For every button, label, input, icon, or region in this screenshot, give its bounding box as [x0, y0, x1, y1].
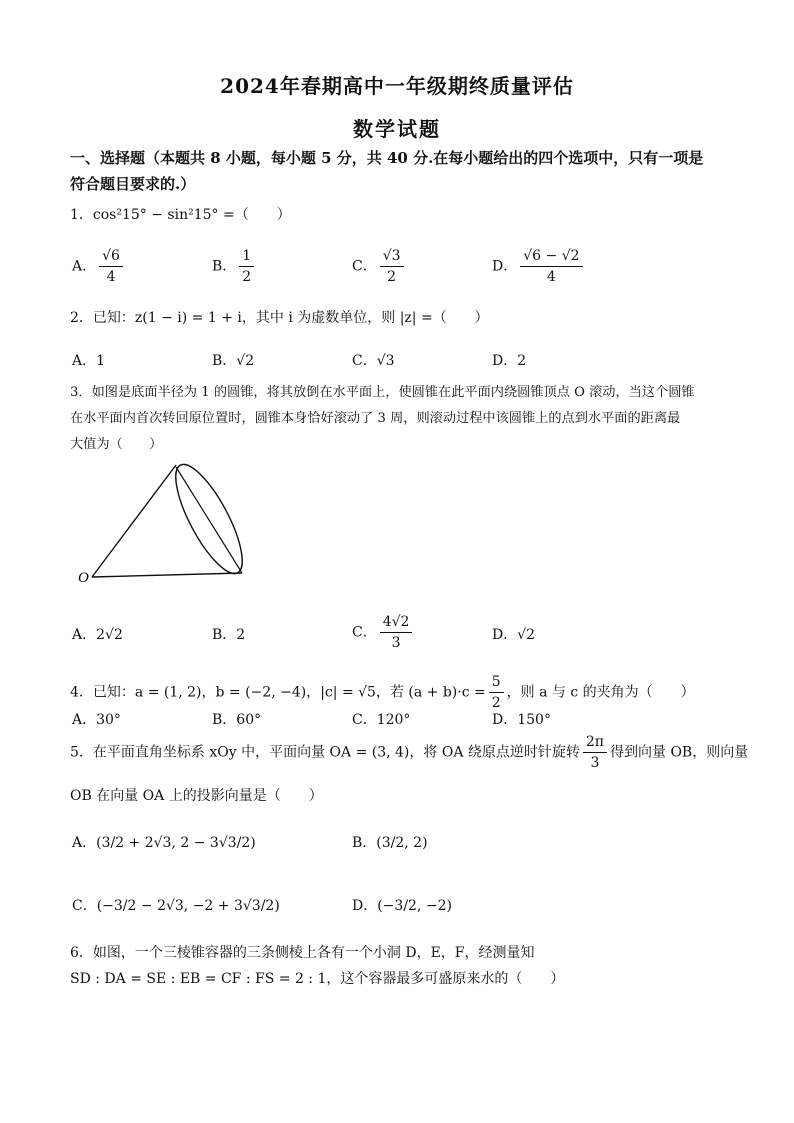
q1-option-c: [352, 246, 407, 287]
q1-b-den: 2: [242, 269, 252, 285]
question-1-stem: 1．cos²15° − sin²15° =（ ）: [70, 207, 291, 223]
section-heading-line2: 符合题目要求的.）: [70, 175, 196, 193]
q2-option-b: B．√2: [212, 353, 255, 369]
q3-line1: 3．如图是底面半径为 1 的圆锥，将其放倒在水平面上，使圆锥在此平面内绕圆锥顶点 O 滚动，当这个圆锥: [70, 385, 695, 400]
q1-option-b: [212, 246, 257, 287]
q4-option-a: A．30°: [72, 712, 121, 728]
vertex-o-label: O: [78, 570, 89, 585]
q1-option-a: [72, 246, 126, 287]
q1-a-num: √6: [99, 246, 123, 267]
q4-frac-den: 2: [491, 695, 501, 711]
q2-option-d: D．2: [492, 353, 527, 369]
q6-line1: 6．如图，一个三棱锥容器的三条侧棱上各有一个小洞 D，E，F，经测量知: [70, 945, 535, 961]
q1-b-num: 1: [239, 246, 254, 267]
q3-option-d: D．√2: [492, 627, 536, 643]
q5-frac-num: 2π: [583, 732, 607, 753]
exam-title: 2024年春期高中一年级期终质量评估: [220, 74, 574, 98]
q5-frac-den: 3: [590, 755, 600, 771]
q1-c-num: √3: [380, 246, 404, 267]
q2-option-c: C．√3: [352, 353, 395, 369]
q1-option-b-letter: B．: [212, 258, 237, 275]
q1-option-c-letter: C．: [352, 258, 377, 275]
q3-c-den: 3: [391, 635, 401, 651]
q3-line3: 大值为（ ）: [70, 437, 163, 452]
question-6-stem: [70, 940, 730, 992]
question-4-stem: [70, 672, 695, 713]
q1-option-a-letter: A．: [72, 258, 97, 275]
cone-lower-slant: [92, 573, 242, 577]
q1-option-d-letter: D．: [492, 258, 518, 275]
q3-option-c-letter: C．: [352, 624, 377, 641]
q4-stem-part2: ，则 a 与 c 的夹角为（ ）: [506, 684, 695, 701]
q4-option-c: C．120°: [352, 712, 411, 728]
q5-option-b: B．(3/2, 2): [352, 835, 428, 851]
q4-option-b: B．60°: [212, 712, 262, 728]
question-2-stem: 2．已知：z(1 − i) = 1 + i，其中 i 为虚数单位，则 |z| =（ ）: [70, 310, 489, 326]
q3-option-a: A．2√2: [72, 627, 123, 643]
question-3-stem: [70, 380, 730, 458]
cone-upper-slant: [92, 465, 176, 577]
q5-option-c: C．(−3/2 − 2√3, −2 + 3√3/2): [72, 898, 280, 914]
q1-d-den: 4: [546, 269, 556, 285]
q5-line1-part2: 得到向量 OB，则向量: [610, 744, 749, 761]
question-5-line2: OB 在向量 OA 上的投影向量是（ ）: [70, 788, 323, 804]
q1-d-num: √6 − √2: [520, 246, 582, 267]
q1-a-den: 4: [106, 269, 116, 285]
question-5-line1: [70, 732, 748, 773]
q4-option-d: D．150°: [492, 712, 551, 728]
q1-option-d: [492, 246, 586, 287]
cone-figure: [78, 455, 258, 585]
q4-frac-num: 5: [489, 672, 504, 693]
q5-option-a: A．(3/2 + 2√3, 2 − 3√3/2): [72, 835, 256, 851]
exam-subtitle: 数学试题: [353, 117, 441, 141]
q2-option-a: A．1: [72, 353, 106, 369]
section-heading-line1: 一、选择题（本题共 8 小题，每小题 5 分，共 40 分.在每小题给出的四个选项中，只有一项是: [70, 149, 704, 167]
section-heading: [70, 145, 730, 197]
q3-option-b: B．2: [212, 627, 246, 643]
q5-option-d: D．(−3/2, −2): [352, 898, 452, 914]
q5-line1-part1: 5．在平面直角坐标系 xOy 中，平面向量 OA = (3, 4)，将 OA 绕原点逆时针旋转: [70, 744, 580, 761]
q6-line2: SD : DA = SE : EB = CF : FS = 2 : 1，这个容器最多可盛原来水的（ ）: [70, 971, 565, 987]
q3-line2: 在水平面内首次转回原位置时，圆锥本身恰好滚动了 3 周，则滚动过程中该圆锥上的点到水平面的距离最: [70, 411, 681, 426]
q3-c-num: 4√2: [380, 612, 413, 633]
q3-option-c: [352, 612, 415, 653]
q4-stem-part1: 4．已知：a = (1, 2)，b = (−2, −4)，|c| = √5，若 (a + b)·c =: [70, 684, 486, 701]
q1-c-den: 2: [387, 269, 397, 285]
